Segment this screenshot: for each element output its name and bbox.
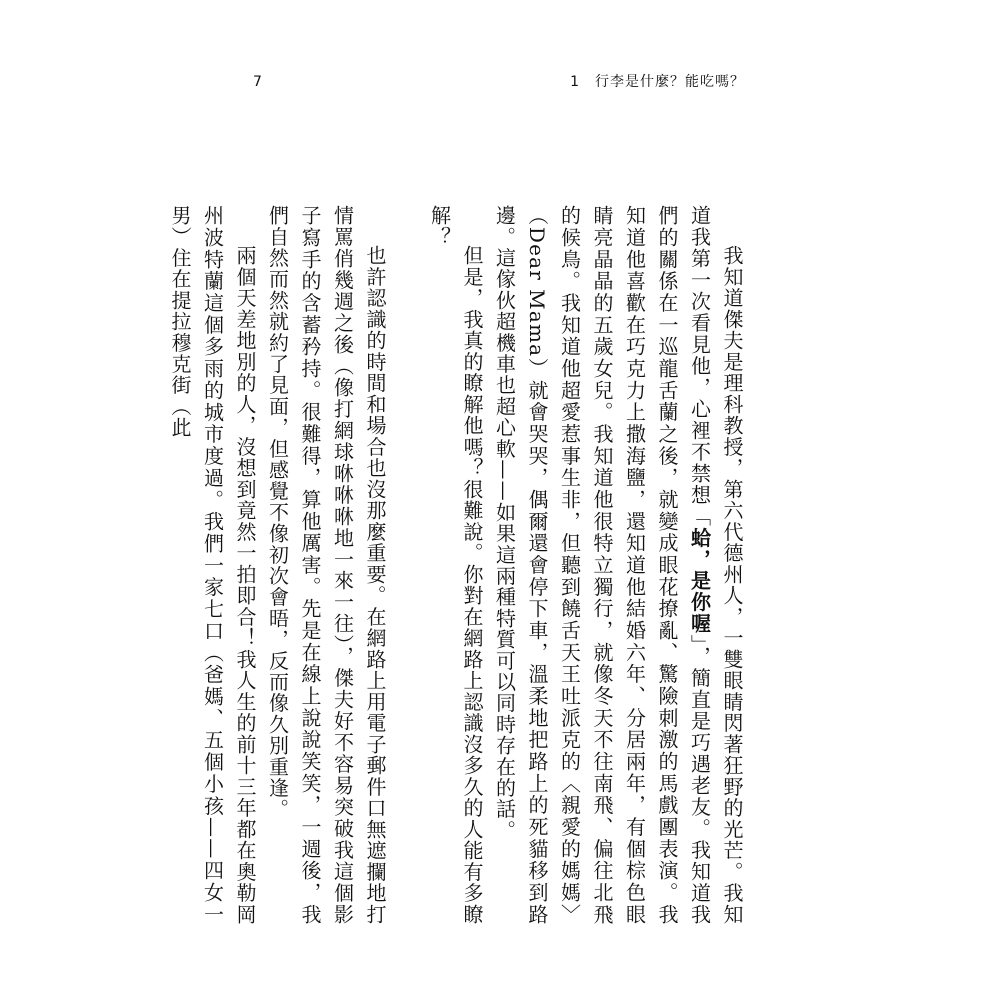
paragraph-3: 也許認識的時間和場合也沒那麼重要。在網路上用電子郵件口無遮攔地打情罵俏幾週之後（像打網球咻咻咻地一來一往），傑夫好不容易突破我這個影子寫手的含蓄矜持。很難得，算他厲害。先是在線上說說笑笑，一週後，我們自然而然就約了見面，但感覺不像初次會晤，反而像久別重逢。: [265, 205, 387, 925]
paragraph-1-emphasis: 蛤，是你喔: [687, 527, 712, 635]
paragraph-2: 但是，我真的瞭解他嗎？很難說。你對在網路上認識沒多久的人能有多瞭解？: [427, 205, 484, 925]
paragraph-1-after: 」，簡直是巧遇老友。我知道我們的關係在一巡龍舌蘭之後，就變成眼花撩亂、驚險刺激的馬戲團表演。我知道他喜歡在巧克力上撒海鹽，還知道他結婚六年、分居兩年，有個棕色眼睛亮晶晶的五歲女兒。我知道他很特立獨行，就像冬天不往南飛、偏往北飛的候鳥。我知道他超愛惹事生非，但聽到饒舌天王吐派克的〈親愛的媽媽〉（Dear Mama）就會哭哭，偶爾還會停下車，溫柔地把路上的死貓移到路邊。這傢伙超機車也超心軟——如果這兩種特質可以同時存在的話。: [492, 205, 712, 926]
paragraph-1-before: 我知道傑夫是理科教授，第六代德州人，一雙眼睛閃著狂野的光芒。我知道我第一次看見他，心裡不禁想「: [687, 205, 744, 925]
paragraph-4: 兩個天差地別的人，沒想到竟然一拍即合！我人生的前十三年都在奧勒岡州波特蘭這個多雨的城市度過。我們一家七口（爸媽、五個小孩——四女一男）住在提拉穆克街（此: [168, 205, 257, 925]
body-text: [164, 205, 749, 925]
page-number: 7: [253, 74, 262, 90]
running-title: 1 行李是什麼？能吃嗎？: [570, 74, 745, 90]
paragraph-1: [488, 205, 748, 925]
